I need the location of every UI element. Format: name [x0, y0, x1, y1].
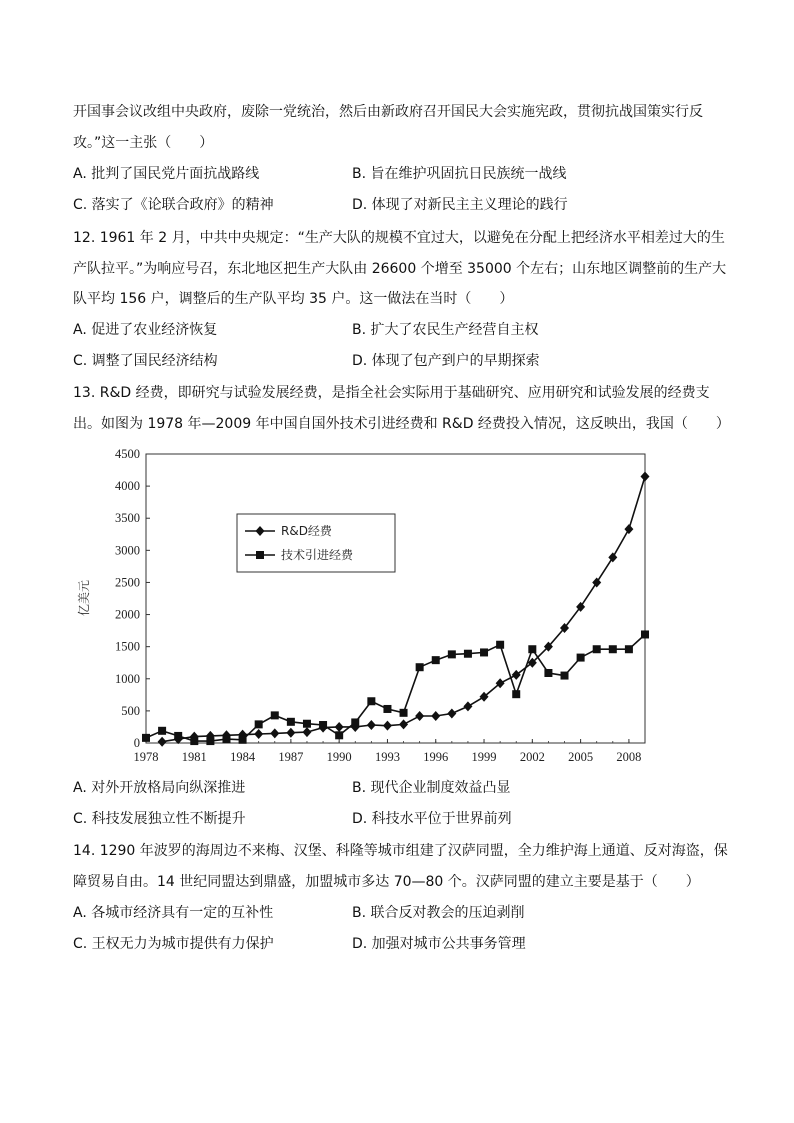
x-tick-label: 1981	[181, 750, 207, 764]
q13-option-a[interactable]: A. 对外开放格局向纵深推进	[73, 780, 246, 796]
tech-import-data-point	[206, 737, 214, 745]
q13-option-b[interactable]: B. 现代企业制度效益凸显	[352, 780, 511, 796]
y-tick-label: 2000	[115, 607, 140, 622]
x-tick-label: 1984	[230, 750, 256, 764]
x-tick-label: 1987	[278, 750, 304, 764]
chart-y-ticks	[115, 447, 150, 750]
rd-data-point	[158, 737, 167, 747]
tech-import-data-point	[609, 645, 617, 653]
q13-line-chart	[70, 443, 660, 771]
legend-box	[237, 514, 395, 572]
tech-import-data-point	[351, 718, 359, 726]
tech-import-data-point	[416, 663, 424, 671]
y-tick-label: 4000	[115, 479, 140, 494]
rd-data-point	[335, 722, 344, 732]
tech-import-data-point	[271, 711, 279, 719]
y-tick-label: 3500	[115, 511, 140, 526]
chart-series	[142, 471, 650, 746]
rd-data-point	[383, 721, 392, 731]
legend-label-rd: R&D经费	[281, 524, 332, 538]
tech-import-data-point	[448, 650, 456, 658]
q11-option-b[interactable]: B. 旨在维护巩固抗日民族统一战线	[352, 166, 567, 182]
q14-text-line-1: 14. 1290 年波罗的海周边不来梅、汉堡、科隆等城市组建了汉萨同盟，全力维护海上通道、反对海盗，保	[73, 843, 728, 859]
rd-data-point	[270, 728, 279, 738]
q11-option-a[interactable]: A. 批判了国民党片面抗战路线	[73, 166, 260, 182]
tech-import-data-point	[383, 705, 391, 713]
q14-option-b[interactable]: B. 联合反对教会的压迫剥削	[352, 905, 525, 921]
q13-text-line-2: 出。如图为 1978 年—2009 年中国自国外技术引进经费和 R&D 经费投入情况，这反映出，我国（ ）	[73, 416, 730, 432]
rd-data-point	[512, 670, 521, 680]
chart-y-axis-label: 亿美元	[77, 579, 91, 617]
y-tick-label: 3000	[115, 543, 140, 558]
tech-import-data-point	[255, 720, 263, 728]
tech-import-data-point	[528, 645, 536, 653]
tech-import-data-point	[287, 718, 295, 726]
tech-import-data-point	[319, 721, 327, 729]
tech-import-data-point	[303, 720, 311, 728]
tech-import-data-point	[593, 645, 601, 653]
chart-axes	[146, 454, 645, 743]
rd-data-point	[463, 701, 472, 711]
rd-data-point	[641, 471, 650, 481]
rd-data-point	[286, 728, 295, 738]
q12-option-d[interactable]: D. 体现了包产到户的早期探索	[352, 353, 540, 369]
rd-data-point	[399, 719, 408, 729]
q14-option-c[interactable]: C. 王权无力为城市提供有力保护	[73, 936, 274, 952]
y-tick-label: 1500	[115, 639, 140, 654]
tech-import-data-point	[239, 736, 247, 744]
tech-import-data-point	[561, 672, 569, 680]
tech-import-data-point	[142, 734, 150, 742]
y-tick-label: 2500	[115, 575, 140, 590]
x-tick-label: 2008	[616, 750, 642, 764]
q11-option-c[interactable]: C. 落实了《论联合政府》的精神	[73, 197, 274, 213]
x-tick-label: 1990	[326, 750, 352, 764]
x-tick-label: 2005	[568, 750, 594, 764]
legend-label-tech-import: 技术引进经费	[281, 548, 354, 562]
x-tick-label: 1999	[471, 750, 497, 764]
q11-text-line-1: 开国事会议改组中央政府，废除一党统治，然后由新政府召开国民大会实施宪政，贯彻抗战国策实行反	[73, 104, 703, 120]
tech-import-data-point	[190, 737, 198, 745]
q14-text-line-2: 障贸易自由。14 世纪同盟达到鼎盛，加盟城市多达 70—80 个。汉萨同盟的建立主要是基于（ ）	[73, 874, 700, 890]
tech-import-data-point	[432, 656, 440, 664]
tech-import-data-point	[641, 630, 649, 638]
rd-data-point	[624, 524, 633, 534]
y-tick-label: 0	[133, 736, 140, 750]
chart-plot-frame	[146, 454, 645, 743]
tech-import-data-point	[512, 690, 520, 698]
q12-option-a[interactable]: A. 促进了农业经济恢复	[73, 322, 218, 338]
x-tick-label: 1996	[423, 750, 449, 764]
rd-data-point	[302, 727, 311, 737]
y-tick-label: 4500	[115, 447, 140, 461]
y-tick-label: 1000	[115, 671, 140, 686]
q13-option-d[interactable]: D. 科技水平位于世界前列	[352, 811, 512, 827]
x-tick-label: 1993	[374, 750, 400, 764]
tech-import-data-point	[577, 654, 585, 662]
rd-data-point	[431, 711, 440, 721]
q12-text-line-1: 12. 1961 年 2 月，中共中央规定：“生产大队的规模不宜过大，以避免在分配上把经济水平相差过大的生	[73, 230, 725, 246]
tech-import-data-point	[158, 727, 166, 735]
tech-import-data-point	[174, 732, 182, 740]
rd-data-point	[254, 729, 263, 739]
tech-import-data-point	[480, 648, 488, 656]
rd-data-point	[447, 708, 456, 718]
tech-import-data-point	[400, 709, 408, 717]
q11-text-line-2: 攻。”这一主张（ ）	[73, 135, 214, 151]
chart-legend	[237, 514, 395, 572]
q12-text-line-2: 产队拉平。”为响应号召，东北地区把生产大队由 26600 个增至 35000 个左右；山东地区调整前的生产大	[73, 261, 727, 277]
tech-import-data-point	[544, 669, 552, 677]
rd-data-point	[367, 720, 376, 730]
legend-square-marker	[256, 551, 264, 559]
q13-text-line-1: 13. R&D 经费，即研究与试验发展经费，是指全社会实际用于基础研究、应用研究和试验发展的经费支	[73, 385, 710, 401]
x-tick-label: 2002	[519, 750, 545, 764]
q12-text-line-3: 队平均 156 户，调整后的生产队平均 35 户。这一做法在当时（ ）	[73, 291, 514, 307]
q12-option-b[interactable]: B. 扩大了农民生产经营自主权	[352, 322, 539, 338]
tech-import-data-point	[496, 641, 504, 649]
q14-option-d[interactable]: D. 加强对城市公共事务管理	[352, 936, 526, 952]
q12-option-c[interactable]: C. 调整了国民经济结构	[73, 353, 218, 369]
tech-import-data-point	[625, 645, 633, 653]
q11-option-d[interactable]: D. 体现了对新民主主义理论的践行	[352, 197, 568, 213]
tech-import-data-point	[222, 735, 230, 743]
q13-option-c[interactable]: C. 科技发展独立性不断提升	[73, 811, 246, 827]
rd-data-point	[415, 711, 424, 721]
tech-import-data-point	[367, 697, 375, 705]
y-tick-label: 500	[121, 703, 140, 718]
q14-option-a[interactable]: A. 各城市经济具有一定的互补性	[73, 905, 274, 921]
tech-import-data-point	[335, 731, 343, 739]
x-tick-label: 1978	[133, 750, 159, 764]
tech-import-data-point	[464, 650, 472, 658]
rd-series-line	[162, 477, 645, 742]
